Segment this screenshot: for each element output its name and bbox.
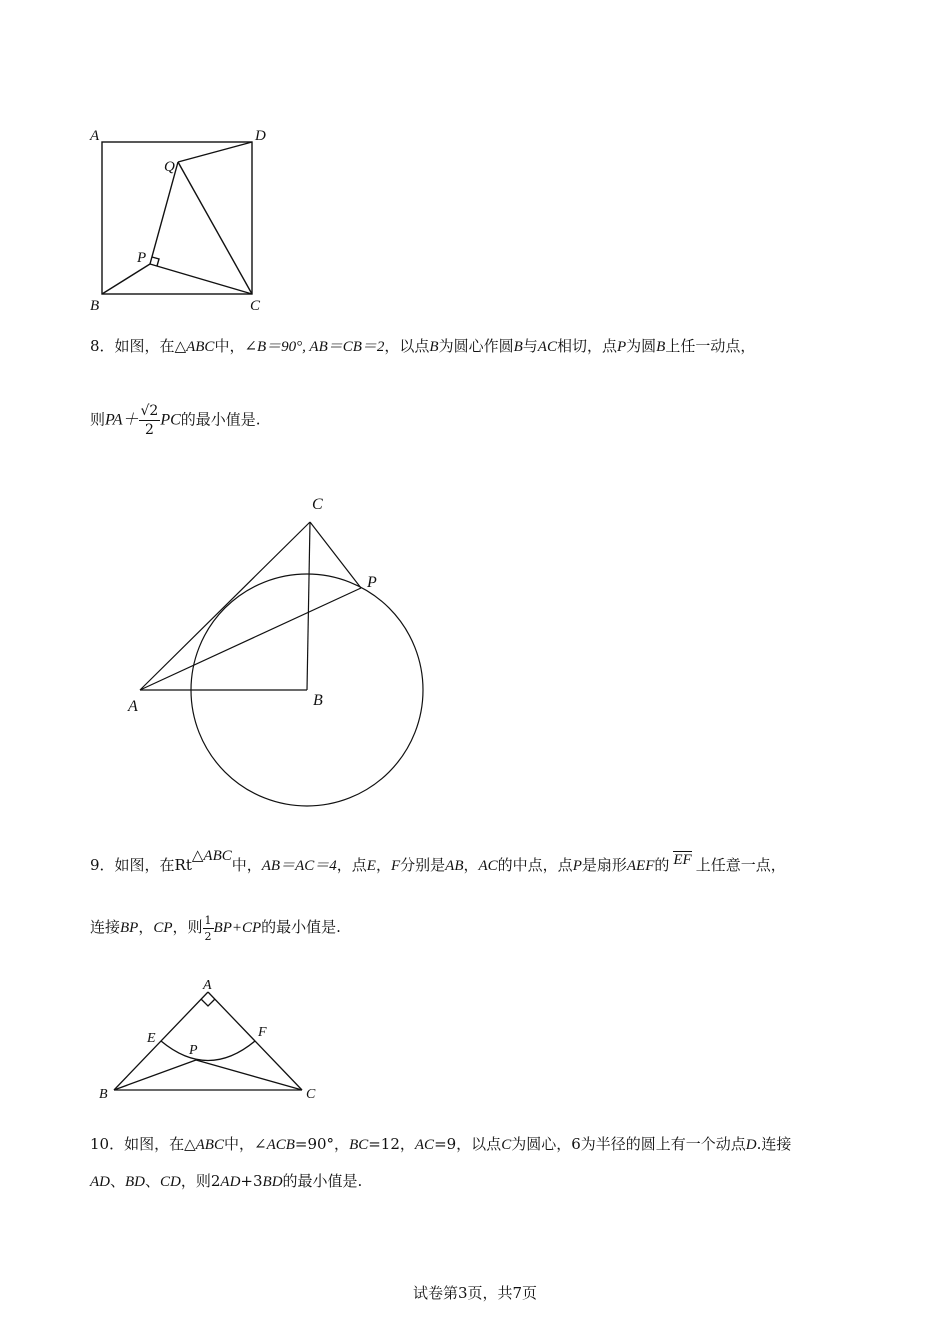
question-number: 9．: [90, 856, 115, 874]
label-p: P: [367, 574, 377, 591]
fraction-half: $\frac{1}{2}$: [204, 913, 212, 943]
label-c: C: [312, 496, 323, 513]
question-number: 10．: [90, 1135, 125, 1153]
label-a: A: [203, 978, 212, 993]
segment-ac: [140, 522, 310, 690]
label-p: P: [189, 1043, 198, 1058]
label-c: C: [306, 1087, 316, 1102]
right-angle-mark: [201, 999, 215, 1006]
fraction-root2-over-2: $\frac{√2}{2}$: [140, 403, 159, 438]
segment-bp: [114, 1060, 196, 1090]
segment-qd: [178, 142, 252, 162]
label-b: B: [313, 692, 323, 709]
figure-triangle-circle: [120, 485, 440, 815]
condition: ∠B＝90°, AB＝CB＝2: [244, 339, 385, 355]
question-8-line-2: 则PA＋ $\frac{√2}{2}$ PC的最小值是.: [90, 403, 261, 438]
question-number: 8．: [90, 337, 115, 355]
question-9-line-1: 9．如图，在Rt△ABC中，AB＝AC＝4，点E，F分别是AB，AC的中点，点P是扇形AEF的 EF 上任意一点，: [90, 848, 786, 874]
label-f: F: [258, 1025, 267, 1040]
figure-isosceles-sector: [90, 970, 340, 1105]
label-e: E: [147, 1031, 156, 1046]
question-8-line-1: 8．如图，在△ABC中，∠B＝90°, AB＝CB＝2，以点B为圆心作圆B与AC相切，点P为圆B上任一动点，: [90, 337, 756, 355]
question-9-line-2: 连接BP，CP，则 $\frac{1}{2}$ BP+CP的最小值是.: [90, 913, 341, 943]
label-p: P: [137, 250, 147, 266]
segment-pc: [150, 264, 252, 294]
figure-square-qp: [80, 118, 280, 318]
segment-pc: [196, 1060, 302, 1090]
segment-qc: [178, 162, 252, 294]
label-b: B: [99, 1087, 108, 1102]
label-a: A: [128, 698, 138, 715]
segment-bc: [307, 522, 310, 690]
arc-ef-symbol: EF: [673, 852, 692, 868]
question-10-line-1: 10．如图，在△ABC中，∠ACB=90°，BC=12，AC=9，以点C为圆心，6为半径的圆上有一个动点D.连接: [90, 1135, 792, 1153]
question-10-line-2: AD、BD、CD，则2AD+3BD的最小值是.: [90, 1172, 363, 1190]
segment-ap: [140, 588, 361, 690]
label-d: D: [255, 128, 266, 144]
arc-ef: [161, 1041, 255, 1061]
label-b: B: [90, 298, 100, 314]
label-c: C: [250, 298, 261, 314]
label-a: A: [90, 128, 100, 144]
segment-bp: [102, 264, 150, 294]
segment-qp: [150, 162, 178, 264]
label-q: Q: [164, 159, 175, 175]
page-footer: 试卷第3页，共7页: [412, 1284, 538, 1302]
